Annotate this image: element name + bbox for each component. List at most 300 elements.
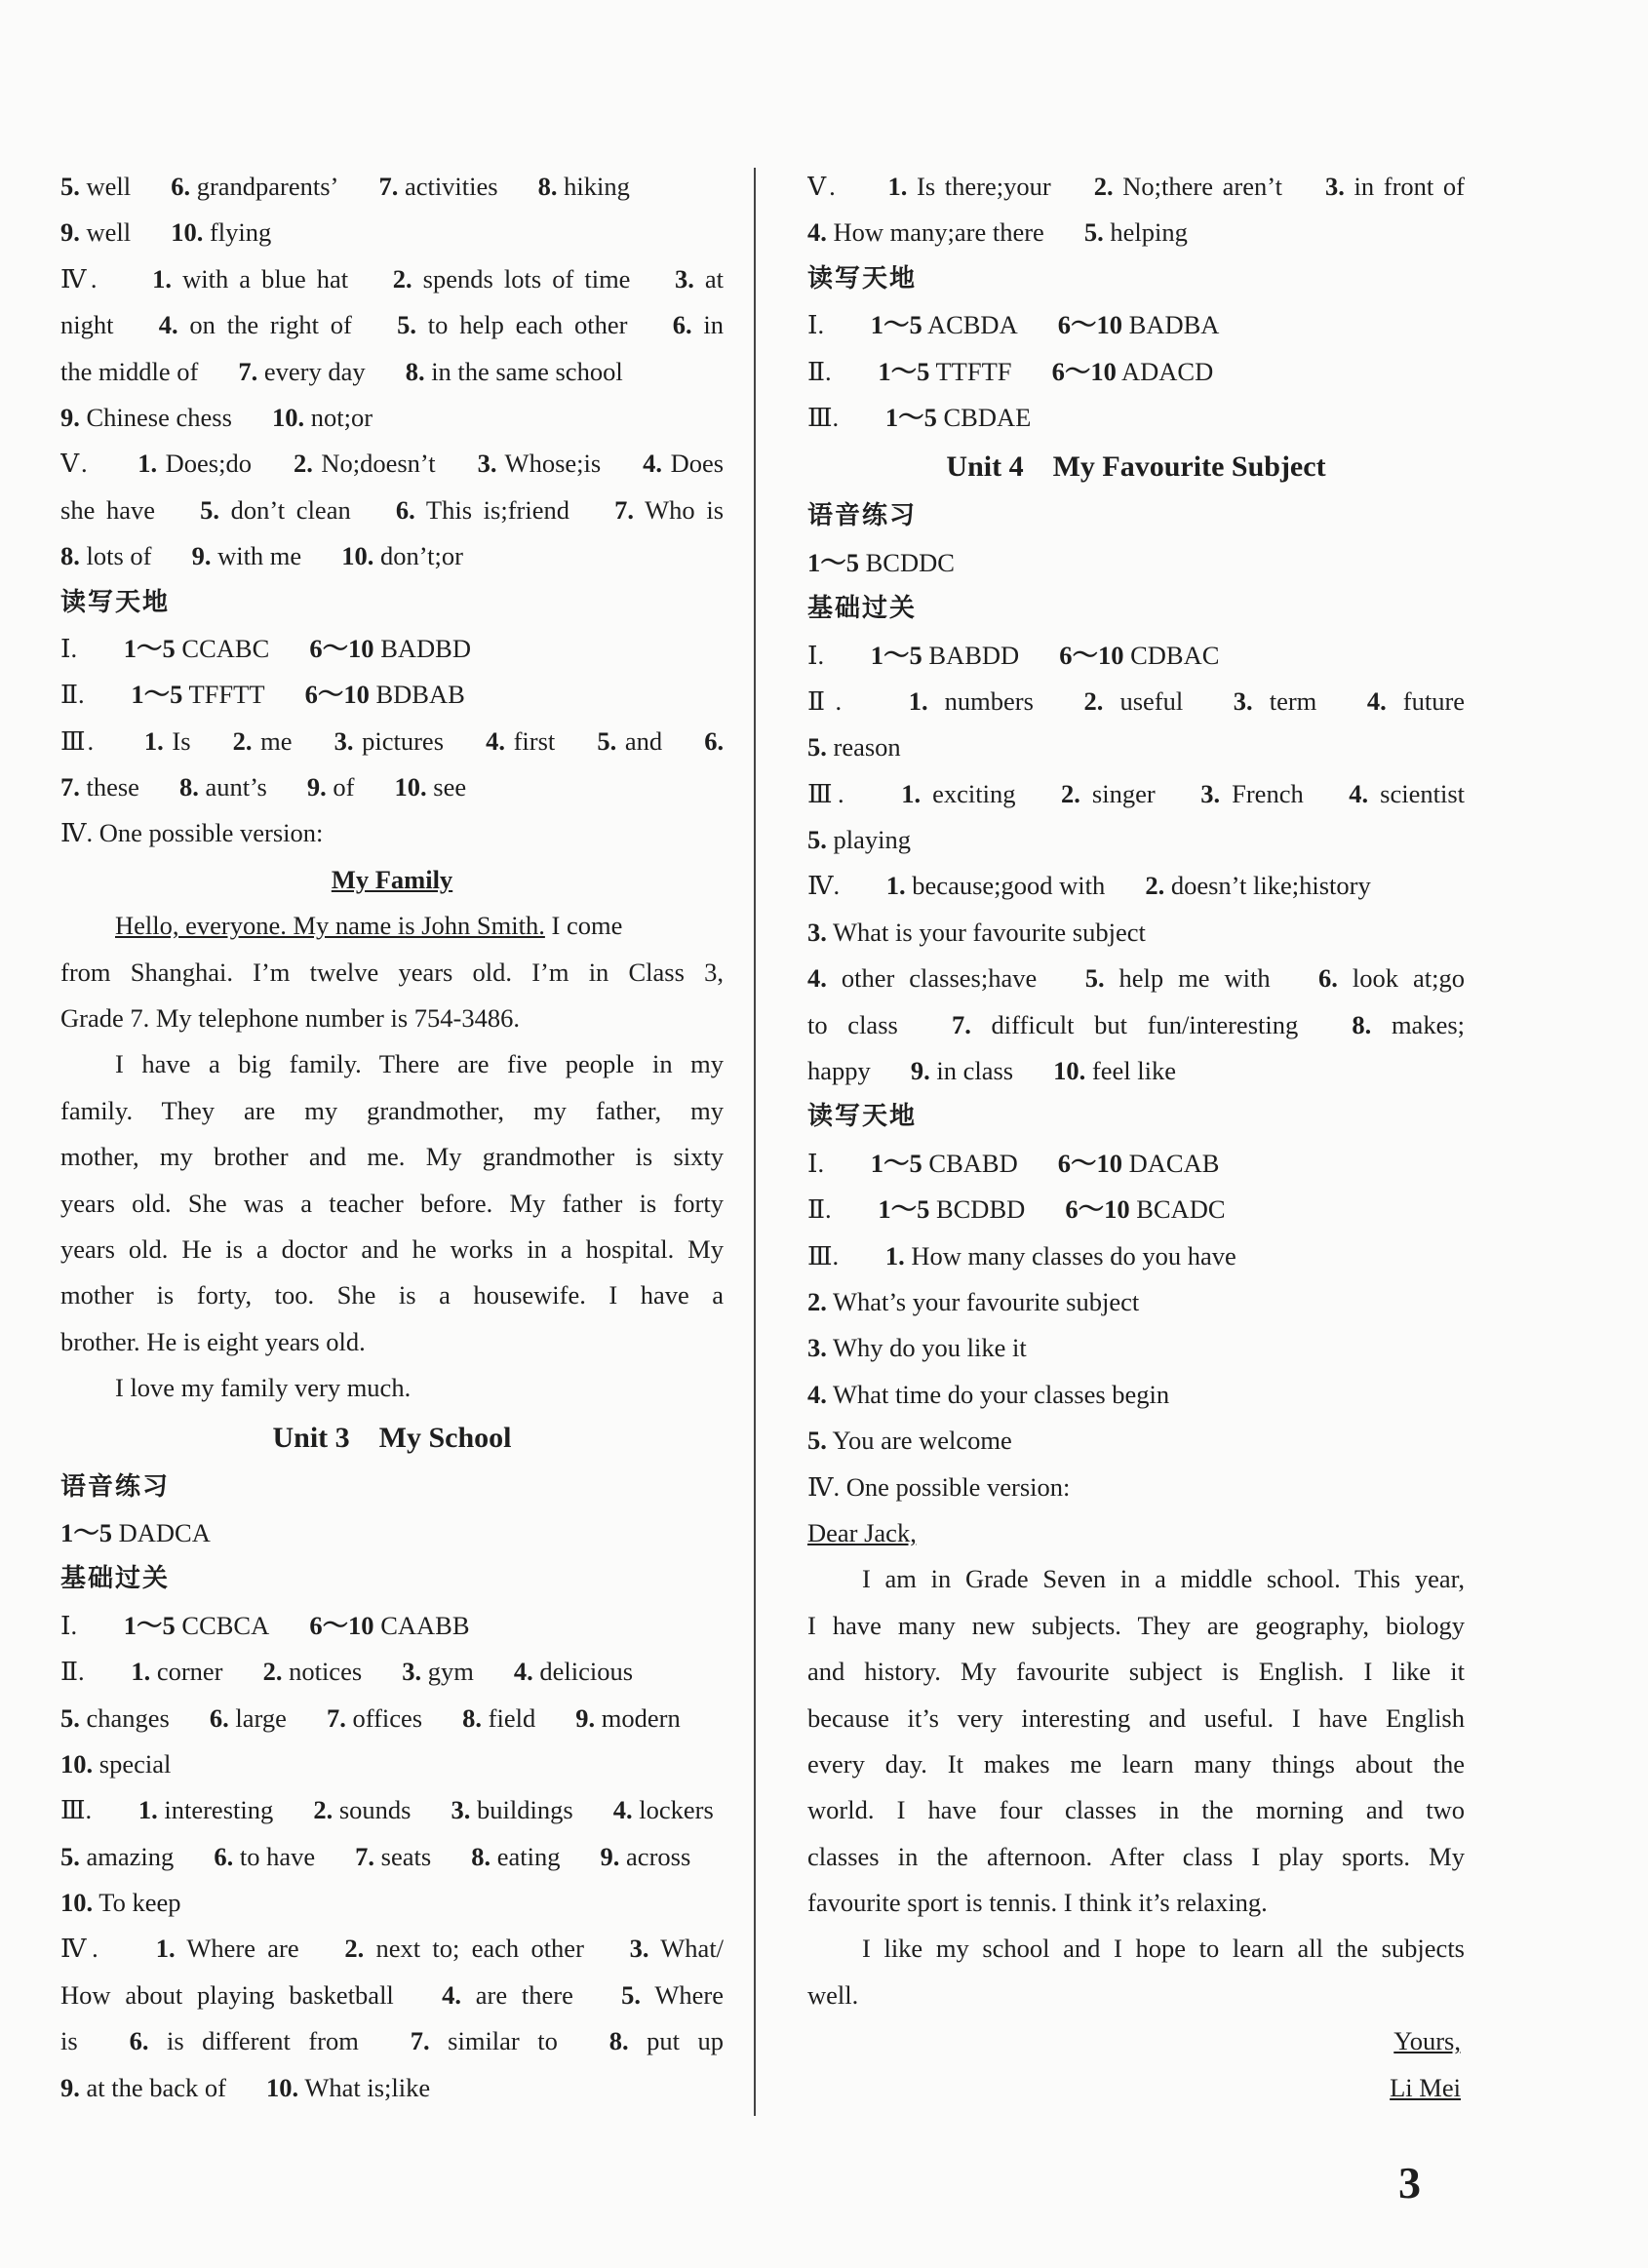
item-number: 5. — [621, 1979, 642, 2010]
item-number: 4. — [807, 963, 827, 994]
answer-line — [60, 1649, 724, 1695]
answer-text: at the back of — [79, 2072, 226, 2102]
item-number: 6～10 — [309, 1610, 374, 1640]
answer-text: of — [326, 772, 355, 802]
answer-text: similar to — [429, 2026, 558, 2056]
answer-line — [807, 817, 1465, 863]
answer-text: sounds — [333, 1795, 412, 1825]
answer-text: and — [616, 725, 663, 756]
item-number: 6. — [704, 725, 724, 756]
item-number: 1. — [901, 778, 922, 808]
unit-title: My Favourite Subject — [1052, 450, 1326, 484]
item-number: 1～5 — [123, 1610, 176, 1640]
item-number: 9. — [575, 1702, 596, 1733]
answer-text: in the same school — [424, 356, 623, 386]
item-number: 7. — [326, 1702, 346, 1733]
item-number: 4. — [1349, 778, 1369, 808]
answer-text: No;doesn’t — [312, 449, 436, 479]
answer-text: Ⅱ. — [60, 680, 92, 710]
letter-line: I have many new subjects. They are geography, biology — [807, 1610, 1465, 1640]
essay-underlined-text: Hello, everyone. My name is John Smith. — [115, 911, 545, 941]
item-number: 7. — [410, 2026, 430, 2056]
answer-text: Ⅳ. — [60, 1934, 111, 1964]
item-number: 10. — [60, 1888, 94, 1918]
item-number: 1～5 — [60, 1517, 112, 1547]
item-number: 3. — [451, 1795, 471, 1825]
answer-text: lots of — [79, 541, 152, 571]
answer-text: gym — [421, 1657, 474, 1687]
essay-line: I love my family very much. — [115, 1373, 412, 1403]
answer-text: corner — [150, 1657, 223, 1687]
item-number: 7. — [951, 1009, 971, 1039]
item-number: 6～10 — [1057, 310, 1123, 340]
answer-text: makes; — [1371, 1009, 1465, 1039]
answer-text: Ⅱ. — [807, 685, 859, 716]
item-number: 2. — [807, 1286, 827, 1316]
item-number: 1～5 — [870, 640, 922, 670]
item-number: 7. — [238, 356, 258, 386]
item-number: 1～5 — [131, 680, 183, 710]
left-column — [60, 164, 724, 2111]
answer-text: doesn’t like;history — [1164, 871, 1371, 901]
item-number: 1. — [908, 685, 928, 716]
answer-text: DADCA — [112, 1517, 211, 1547]
answer-line — [60, 441, 724, 487]
answer-text: eating — [490, 1841, 561, 1871]
letter-greeting-text: Dear Jack, — [807, 1517, 917, 1547]
answer-line — [807, 1279, 1465, 1325]
item-number: 1～5 — [123, 633, 176, 663]
answer-text: at — [693, 263, 724, 293]
section-heading-reading-writing: 读写天地 — [60, 587, 171, 617]
answer-text: playing — [826, 825, 911, 855]
item-number: 6. — [1318, 963, 1338, 994]
item-number: 3. — [1200, 778, 1221, 808]
item-number: 6～10 — [1065, 1194, 1130, 1225]
answer-text: every day — [257, 356, 366, 386]
item-number: 5. — [807, 732, 827, 763]
answer-text: hiking — [557, 172, 630, 201]
answer-line — [807, 210, 1465, 255]
answer-text: special — [93, 1748, 172, 1779]
answer-text: see — [426, 772, 467, 802]
item-number: 8. — [471, 1841, 491, 1871]
answer-text: Ⅰ. — [807, 640, 831, 670]
item-number: 10. — [341, 541, 374, 571]
item-number: 2. — [344, 1934, 365, 1964]
answer-line — [807, 540, 1465, 586]
answer-text: is different from — [148, 2026, 359, 2056]
answer-text: Ⅱ. — [807, 1194, 839, 1225]
item-number: 6～10 — [309, 633, 374, 663]
answer-text: Ⅰ. — [807, 310, 831, 340]
item-number: 9. — [600, 1841, 620, 1871]
answer-text: What is your favourite subject — [826, 917, 1146, 947]
answer-text: with me — [211, 541, 302, 571]
answer-text: don’t clean — [219, 494, 351, 525]
answer-line — [807, 1187, 1465, 1232]
answer-text: are there — [460, 1979, 573, 2010]
item-number: 4. — [1366, 685, 1387, 716]
answer-line — [807, 1325, 1465, 1371]
item-number: 4. — [158, 310, 178, 340]
item-number: 1～5 — [870, 310, 922, 340]
answer-text: interesting — [157, 1795, 274, 1825]
answer-line — [60, 1880, 724, 1926]
answer-line — [60, 1973, 724, 2018]
item-number: 8. — [1352, 1009, 1372, 1039]
answer-text: look at;go — [1337, 963, 1465, 994]
unit-title: My School — [378, 1421, 512, 1454]
item-number: 9. — [60, 402, 80, 432]
essay-line: mother, my brother and me. My grandmother is sixty — [60, 1142, 724, 1172]
answer-text: BCDDC — [859, 547, 955, 577]
answer-line — [60, 488, 724, 533]
item-number: 5. — [200, 494, 220, 525]
item-number: 5. — [807, 1426, 827, 1456]
answer-text: CDBAC — [1123, 640, 1220, 670]
answer-line — [807, 164, 1465, 210]
item-number: 1. — [137, 449, 158, 479]
answer-line — [807, 956, 1465, 1001]
answer-text: Where — [641, 1979, 724, 2010]
answer-text: BABDD — [922, 640, 1020, 670]
answer-text: scientist — [1368, 778, 1465, 808]
item-number: 4. — [513, 1657, 533, 1687]
answer-text: put up — [628, 2026, 724, 2056]
item-number: 2. — [1083, 685, 1104, 716]
answer-text: Where are — [175, 1934, 299, 1964]
answer-text: Chinese chess — [79, 402, 232, 432]
answer-line — [60, 164, 724, 210]
item-number: 5. — [1084, 963, 1105, 994]
item-number: 2. — [232, 725, 253, 756]
answer-text: Who is — [633, 494, 724, 525]
answer-text: in front of — [1344, 172, 1465, 201]
column-divider — [754, 168, 756, 2116]
answer-line — [60, 302, 724, 348]
essay-line: family. They are my grandmother, my father, my — [60, 1095, 724, 1125]
answer-line — [807, 1418, 1465, 1464]
answer-text: Ⅲ. — [60, 725, 102, 756]
item-number: 10. — [1053, 1056, 1086, 1086]
essay-line: from Shanghai. I’m twelve years old. I’m in Class 3, — [60, 957, 724, 987]
answer-text: Does;do — [157, 449, 252, 479]
item-number: 1. — [884, 1240, 905, 1271]
answer-text: Ⅳ. — [807, 871, 846, 901]
answer-text: Ⅴ. — [807, 172, 845, 201]
answer-line — [60, 1696, 724, 1741]
unit-number: Unit 4 — [946, 450, 1024, 484]
item-number: 8. — [462, 1702, 483, 1733]
item-number: 3. — [807, 917, 827, 947]
letter-signature-text: Li Mei — [1390, 2072, 1461, 2102]
item-number: 9. — [60, 2072, 80, 2102]
essay-title: My Family — [331, 864, 453, 894]
answer-text: To keep — [93, 1888, 181, 1918]
section-heading-reading-writing: 读写天地 — [807, 1102, 918, 1132]
answer-line — [807, 724, 1465, 770]
answer-line — [807, 633, 1465, 679]
answer-text: helping — [1103, 217, 1188, 248]
answer-line — [807, 1002, 1465, 1048]
answer-text: to have — [233, 1841, 316, 1871]
answer-line — [60, 1787, 724, 1833]
item-number: 5. — [60, 172, 80, 201]
answer-text: exciting — [921, 778, 1016, 808]
answer-text: across — [619, 1841, 691, 1871]
answer-line — [60, 1510, 724, 1556]
answer-text: Ⅲ. — [807, 778, 856, 808]
item-number: 2. — [1093, 172, 1114, 201]
item-number: 3. — [477, 449, 497, 479]
answer-text: offices — [345, 1702, 423, 1733]
answer-text: buildings — [470, 1795, 573, 1825]
answer-text: next to; each other — [364, 1934, 584, 1964]
answer-text: Ⅱ. — [807, 356, 839, 386]
answer-text: Ⅲ. — [807, 402, 845, 432]
answer-text: How many;are there — [826, 217, 1044, 248]
item-number: 1. — [131, 1657, 151, 1687]
item-number: 5. — [60, 1841, 80, 1871]
answer-line — [60, 2065, 724, 2111]
letter-line: every day. It makes me learn many things about the — [807, 1748, 1465, 1779]
item-number: 1～5 — [878, 1194, 930, 1225]
answer-line — [807, 1372, 1465, 1418]
answer-text: DACAB — [1122, 1148, 1220, 1178]
answer-text: activities — [398, 172, 498, 201]
answer-text: grandparents’ — [190, 172, 339, 201]
item-number: 6. — [395, 494, 415, 525]
answer-text: BADBD — [373, 633, 471, 663]
item-number: 4. — [486, 725, 505, 756]
answer-text: TFFTT — [182, 680, 265, 710]
answer-line — [60, 672, 724, 718]
item-number: 2. — [1145, 871, 1165, 901]
item-number: 9. — [910, 1056, 930, 1086]
answer-text: is — [60, 2026, 78, 2056]
answer-text: notices — [282, 1657, 363, 1687]
item-number: 2. — [1060, 778, 1080, 808]
answer-text: Ⅳ. — [60, 263, 108, 293]
item-number: 1. — [887, 172, 908, 201]
item-number: 1. — [885, 871, 906, 901]
answer-text: to class — [807, 1009, 898, 1039]
item-number: 2. — [313, 1795, 334, 1825]
answer-text: she have — [60, 494, 156, 525]
answer-text: What is;like — [298, 2072, 431, 2102]
essay-line: mother is forty, too. She is a housewife. I have a — [60, 1280, 724, 1310]
item-number: 10. — [394, 772, 427, 802]
answer-text: spends lots of time — [412, 263, 631, 293]
answer-text: not;or — [304, 402, 373, 432]
item-number: 3. — [1325, 172, 1345, 201]
item-number: 9. — [306, 772, 327, 802]
answer-line: Ⅳ. One possible version: — [807, 1471, 1071, 1502]
answer-text: Is — [163, 725, 191, 756]
item-number: 5. — [397, 310, 416, 340]
item-number: 4. — [807, 1379, 827, 1409]
unit-4-heading — [807, 441, 1465, 493]
answer-text: Is there;your — [907, 172, 1051, 201]
item-number: 9. — [191, 541, 212, 571]
answer-text: field — [482, 1702, 536, 1733]
answer-text: You are welcome — [826, 1426, 1012, 1456]
item-number: 3. — [629, 1934, 649, 1964]
answer-text: ADACD — [1116, 356, 1214, 386]
letter-line: classes in the afternoon. After class I play sports. My — [807, 1841, 1465, 1871]
answer-text: difficult but fun/interesting — [970, 1009, 1299, 1039]
answer-text: CCABC — [175, 633, 270, 663]
item-number: 1～5 — [878, 356, 930, 386]
answer-text: other classes;have — [826, 963, 1038, 994]
item-number: 6. — [171, 172, 191, 201]
item-number: 6. — [209, 1702, 229, 1733]
answer-text: happy — [807, 1056, 871, 1086]
answer-text: modern — [595, 1702, 681, 1733]
answer-line — [807, 910, 1465, 956]
answer-text: first — [504, 725, 556, 756]
letter-line: and history. My favourite subject is English. I like it — [807, 1657, 1465, 1687]
unit-3-heading — [60, 1412, 724, 1465]
letter-closing-text: Yours, — [1393, 2026, 1461, 2056]
answer-text: don’t;or — [373, 541, 463, 571]
answer-text: Whose;is — [496, 449, 602, 479]
answer-line — [60, 719, 724, 764]
answer-line — [60, 349, 724, 395]
answer-text: flying — [203, 217, 272, 248]
essay-line — [60, 903, 724, 949]
item-number: 3. — [807, 1333, 827, 1363]
answer-text: What’s your favourite subject — [826, 1286, 1140, 1316]
answer-text: in — [691, 310, 724, 340]
item-number: 1. — [152, 263, 173, 293]
answer-text: me — [252, 725, 293, 756]
answer-line: Ⅳ. One possible version: — [60, 818, 324, 848]
item-number: 3. — [334, 725, 354, 756]
item-number: 7. — [614, 494, 634, 525]
answer-line — [60, 626, 724, 672]
item-number: 2. — [293, 449, 313, 479]
item-number: 4. — [643, 449, 663, 479]
answer-line — [807, 863, 1465, 909]
item-number: 3. — [1233, 685, 1253, 716]
item-number: 5. — [597, 725, 617, 756]
answer-line — [807, 1048, 1465, 1094]
section-heading-pronunciation: 语音练习 — [60, 1471, 171, 1502]
item-number: 1～5 — [884, 402, 937, 432]
letter-line: favourite sport is tennis. I think it’s relaxing. — [807, 1888, 1268, 1918]
answer-line — [60, 1741, 724, 1787]
answer-line — [60, 1926, 724, 1972]
item-number: 2. — [262, 1657, 283, 1687]
answer-line — [807, 771, 1465, 817]
answer-text: This is;friend — [414, 494, 569, 525]
item-number: 6. — [672, 310, 692, 340]
item-number: 10. — [171, 217, 204, 248]
item-number: 8. — [179, 772, 199, 802]
item-number: 8. — [608, 2026, 629, 2056]
answer-text: Ⅱ. — [60, 1657, 92, 1687]
answer-text: singer — [1079, 778, 1156, 808]
answer-line — [807, 1141, 1465, 1187]
section-heading-reading-writing: 读写天地 — [807, 263, 918, 293]
answer-line — [807, 1233, 1465, 1279]
item-number: 1. — [155, 1934, 176, 1964]
answer-text: amazing — [79, 1841, 175, 1871]
item-number: 3. — [402, 1657, 422, 1687]
answer-line — [60, 1834, 724, 1880]
item-number: 4. — [807, 217, 827, 248]
answer-text: well — [79, 172, 132, 201]
item-number: 7. — [355, 1841, 375, 1871]
answer-text: No;there aren’t — [1113, 172, 1282, 201]
answer-line — [60, 395, 724, 441]
item-number: 6～10 — [1051, 356, 1117, 386]
answer-text: CBDAE — [936, 402, 1032, 432]
letter-line: because it’s very interesting and useful. I have English — [807, 1702, 1465, 1733]
answer-text: numbers — [927, 685, 1034, 716]
answer-text: ACBDA — [922, 310, 1018, 340]
letter-line: I am in Grade Seven in a middle school. This year, — [862, 1564, 1465, 1594]
answer-text: What time do your classes begin — [826, 1379, 1170, 1409]
page-number: 3 — [1398, 2158, 1421, 2208]
answer-line — [807, 349, 1465, 395]
essay-line: I have a big family. There are five people in my — [115, 1049, 724, 1079]
item-number: 1. — [143, 725, 164, 756]
essay-line: brother. He is eight years old. — [60, 1326, 366, 1356]
answer-text: How about playing basketball — [60, 1979, 394, 2010]
letter-line: well. — [807, 1979, 859, 2010]
answer-text: the middle of — [60, 356, 199, 386]
item-number: 4. — [612, 1795, 633, 1825]
answer-text: changes — [79, 1702, 170, 1733]
item-number: 8. — [537, 172, 558, 201]
answer-line — [60, 764, 724, 810]
item-number: 9. — [60, 217, 80, 248]
answer-text: because;good with — [905, 871, 1106, 901]
answer-text: Ⅲ. — [60, 1795, 98, 1825]
answer-text: BCADC — [1129, 1194, 1226, 1225]
item-number: 1～5 — [807, 547, 859, 577]
essay-line: Grade 7. My telephone number is 754-3486. — [60, 1003, 521, 1034]
answer-text: Ⅰ. — [60, 1610, 84, 1640]
answer-text: useful — [1103, 685, 1184, 716]
answer-text: How many classes do you have — [904, 1240, 1236, 1271]
item-number: 8. — [60, 541, 80, 571]
essay-line: years old. She was a teacher before. My father is forty — [60, 1188, 724, 1218]
item-number: 10. — [266, 2072, 299, 2102]
answer-text: these — [79, 772, 139, 802]
answer-text: What/ — [648, 1934, 724, 1964]
answer-text: delicious — [532, 1657, 634, 1687]
item-number: 7. — [60, 772, 80, 802]
answer-text: with a blue hat — [172, 263, 349, 293]
item-number: 7. — [378, 172, 399, 201]
answer-text: help me with — [1104, 963, 1271, 994]
answer-text: lockers — [632, 1795, 714, 1825]
answer-line — [807, 395, 1465, 441]
answer-text: night — [60, 310, 114, 340]
item-number: 1～5 — [870, 1148, 922, 1178]
answer-text: Does — [662, 449, 724, 479]
item-number: 6～10 — [1057, 1148, 1123, 1178]
answer-text: CCBCA — [175, 1610, 270, 1640]
answer-line — [60, 2018, 724, 2064]
answer-line — [60, 256, 724, 302]
answer-text: in class — [929, 1056, 1014, 1086]
letter-line: I like my school and I hope to learn all the subjects — [862, 1934, 1465, 1964]
